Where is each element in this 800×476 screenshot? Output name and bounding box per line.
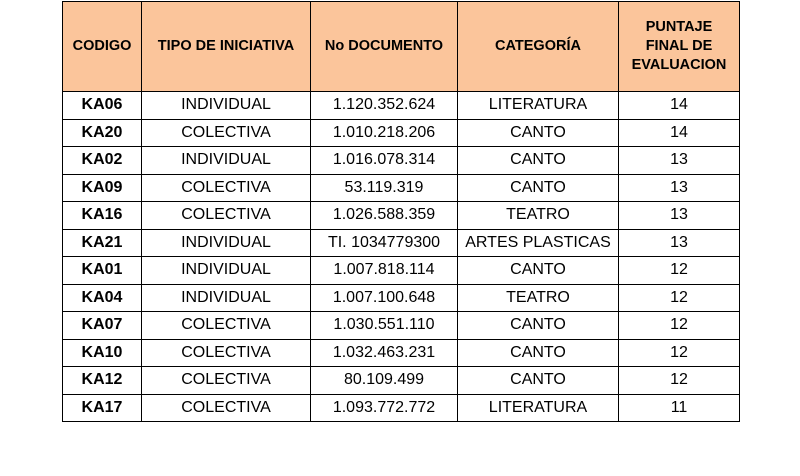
cell-tipo-de-iniciativa: INDIVIDUAL [142,92,311,120]
cell-categoria: CANTO [458,257,619,285]
cell-puntaje: 14 [619,119,740,147]
cell-no-documento: 53.119.319 [311,174,458,202]
cell-tipo-de-iniciativa: INDIVIDUAL [142,284,311,312]
cell-codigo: KA04 [63,284,142,312]
table-row [63,174,740,202]
cell-codigo: KA16 [63,202,142,230]
column-header-categoria: CATEGORÍA [458,2,619,92]
table-row [63,229,740,257]
cell-no-documento: 1.007.100.648 [311,284,458,312]
cell-categoria: CANTO [458,339,619,367]
cell-tipo-de-iniciativa: COLECTIVA [142,339,311,367]
cell-codigo: KA10 [63,339,142,367]
table-row [63,257,740,285]
cell-tipo-de-iniciativa: COLECTIVA [142,394,311,422]
cell-no-documento: 1.093.772.772 [311,394,458,422]
cell-categoria: TEATRO [458,284,619,312]
table-header-row [63,2,740,92]
column-header-no-documento: No DOCUMENTO [311,2,458,92]
cell-no-documento: 1.007.818.114 [311,257,458,285]
table-row [63,339,740,367]
table-row [63,312,740,340]
cell-puntaje: 12 [619,257,740,285]
cell-codigo: KA20 [63,119,142,147]
cell-tipo-de-iniciativa: COLECTIVA [142,119,311,147]
cell-puntaje: 13 [619,202,740,230]
cell-categoria: LITERATURA [458,92,619,120]
cell-tipo-de-iniciativa: COLECTIVA [142,312,311,340]
cell-tipo-de-iniciativa: COLECTIVA [142,202,311,230]
cell-codigo: KA09 [63,174,142,202]
cell-no-documento: 1.026.588.359 [311,202,458,230]
cell-no-documento: TI. 1034779300 [311,229,458,257]
cell-no-documento: 1.016.078.314 [311,147,458,175]
table-row [63,92,740,120]
cell-categoria: CANTO [458,119,619,147]
cell-codigo: KA01 [63,257,142,285]
table-row [63,119,740,147]
cell-puntaje: 12 [619,367,740,395]
cell-categoria: CANTO [458,174,619,202]
cell-codigo: KA12 [63,367,142,395]
cell-codigo: KA02 [63,147,142,175]
cell-no-documento: 1.120.352.624 [311,92,458,120]
table-body [63,92,740,422]
cell-codigo: KA17 [63,394,142,422]
cell-puntaje: 14 [619,92,740,120]
cell-puntaje: 12 [619,312,740,340]
table-row [63,147,740,175]
cell-puntaje: 11 [619,394,740,422]
table-row [63,394,740,422]
table-row [63,202,740,230]
cell-puntaje: 12 [619,339,740,367]
cell-no-documento: 1.030.551.110 [311,312,458,340]
cell-codigo: KA06 [63,92,142,120]
cell-categoria: CANTO [458,367,619,395]
cell-tipo-de-iniciativa: INDIVIDUAL [142,229,311,257]
cell-no-documento: 1.032.463.231 [311,339,458,367]
table-row [63,367,740,395]
cell-puntaje: 13 [619,147,740,175]
cell-tipo-de-iniciativa: INDIVIDUAL [142,257,311,285]
cell-categoria: LITERATURA [458,394,619,422]
cell-categoria: TEATRO [458,202,619,230]
cell-codigo: KA21 [63,229,142,257]
cell-puntaje: 13 [619,174,740,202]
cell-categoria: CANTO [458,147,619,175]
column-header-puntaje-final: PUNTAJE FINAL DE EVALUACION [619,2,740,92]
cell-puntaje: 12 [619,284,740,312]
cell-tipo-de-iniciativa: COLECTIVA [142,174,311,202]
results-table [62,1,740,422]
cell-no-documento: 1.010.218.206 [311,119,458,147]
cell-categoria: CANTO [458,312,619,340]
table-row [63,284,740,312]
cell-codigo: KA07 [63,312,142,340]
cell-tipo-de-iniciativa: COLECTIVA [142,367,311,395]
cell-puntaje: 13 [619,229,740,257]
column-header-tipo-de-iniciativa: TIPO DE INICIATIVA [142,2,311,92]
cell-categoria: ARTES PLASTICAS [458,229,619,257]
cell-no-documento: 80.109.499 [311,367,458,395]
cell-tipo-de-iniciativa: INDIVIDUAL [142,147,311,175]
column-header-codigo: CODIGO [63,2,142,92]
